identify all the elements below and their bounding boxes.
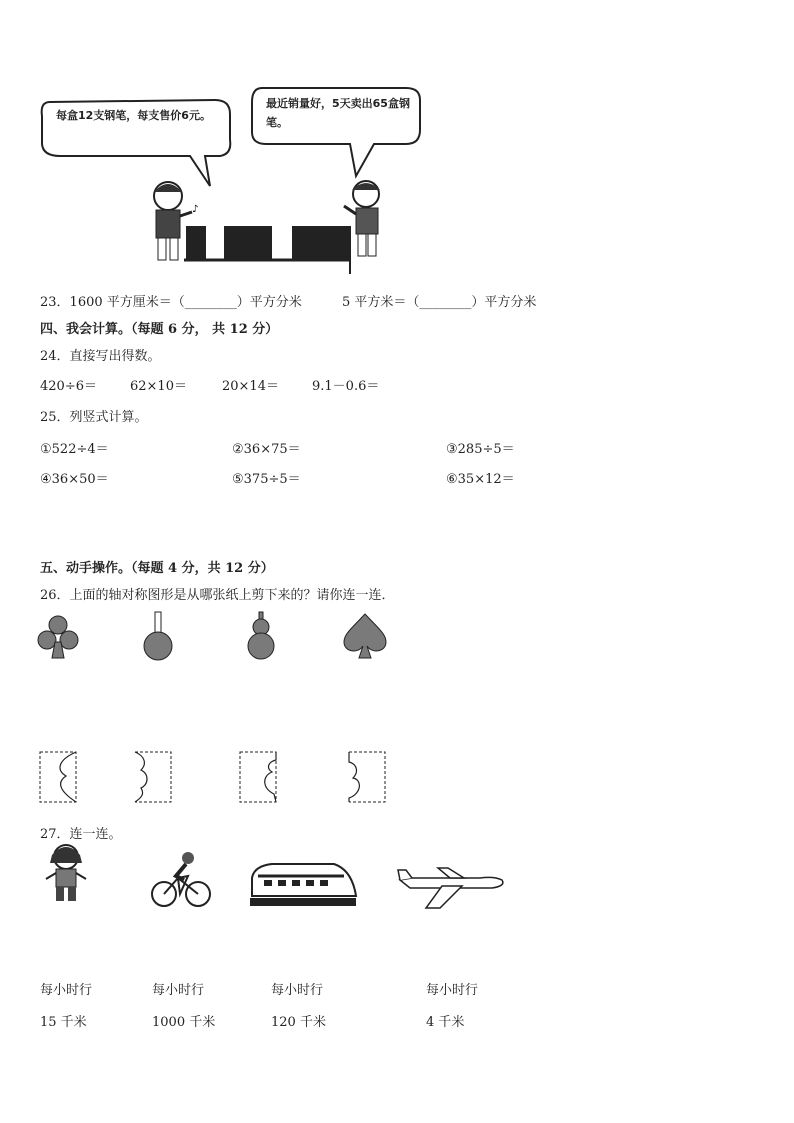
bottle-shape-icon: [141, 610, 175, 662]
speed-label-line2: 4 千米: [426, 1015, 465, 1030]
speed-label-line1: 每小时行: [152, 983, 205, 998]
speed-label-line2: 120 千米: [271, 1015, 326, 1030]
q25-item: ⑤375÷5＝: [232, 472, 301, 487]
spade-shape-icon: [342, 612, 388, 662]
cyclist-icon: [150, 850, 212, 912]
q25-item: ④36×50＝: [40, 472, 109, 487]
section-4-heading: 四、我会计算。（每题 6 分， 共 12 分）: [40, 322, 279, 337]
q24-item: 420÷6＝: [40, 379, 97, 394]
speed-label-line1: 每小时行: [426, 983, 479, 998]
section-5-heading: 五、动手操作。（每题 4 分，共 12 分）: [40, 561, 274, 576]
svg-text:♪: ♪: [192, 204, 199, 215]
q23-right: 5 平方米＝（________）平方分米: [342, 295, 537, 310]
folded-paper-1: [38, 750, 78, 804]
folded-paper-2: [133, 750, 173, 804]
q27-prompt: 27．连一连。: [40, 827, 122, 842]
speed-label-line2: 15 千米: [40, 1015, 87, 1030]
folded-paper-3: [238, 750, 278, 804]
q25-item: ③285÷5＝: [446, 442, 515, 457]
club-shape-icon: [36, 614, 80, 660]
q23-left: 23．1600 平方厘米＝（________）平方分米: [40, 295, 302, 310]
q25-prompt: 25．列竖式计算。: [40, 410, 148, 425]
airplane-icon: [396, 866, 508, 910]
boy-figure-icon: [338, 178, 388, 268]
q24-item: 20×14＝: [222, 379, 279, 394]
q24-prompt: 24．直接写出得数。: [40, 349, 161, 364]
speech-bubble-left: 每盒12支钢笔，每支售价6元。: [56, 109, 211, 122]
speed-label-line2: 1000 千米: [152, 1015, 216, 1030]
walking-child-icon: [42, 843, 92, 905]
q25-item: ⑥35×12＝: [446, 472, 515, 487]
train-icon: [248, 860, 358, 910]
q25-item: ①522÷4＝: [40, 442, 109, 457]
folded-paper-4: [347, 750, 387, 804]
q25-item: ②36×75＝: [232, 442, 301, 457]
pen-boxes-icon: [184, 224, 354, 274]
speed-label-line1: 每小时行: [40, 983, 93, 998]
q24-item: 62×10＝: [130, 379, 187, 394]
speech-bubble-right: 最近销量好，5天卖出65盒钢笔。: [266, 97, 410, 129]
speed-label-line1: 每小时行: [271, 983, 324, 998]
q26-prompt: 26．上面的轴对称图形是从哪张纸上剪下来的？请你连一连．: [40, 588, 395, 603]
q24-item: 9.1－0.6＝: [312, 379, 380, 394]
gourd-shape-icon: [244, 610, 278, 662]
